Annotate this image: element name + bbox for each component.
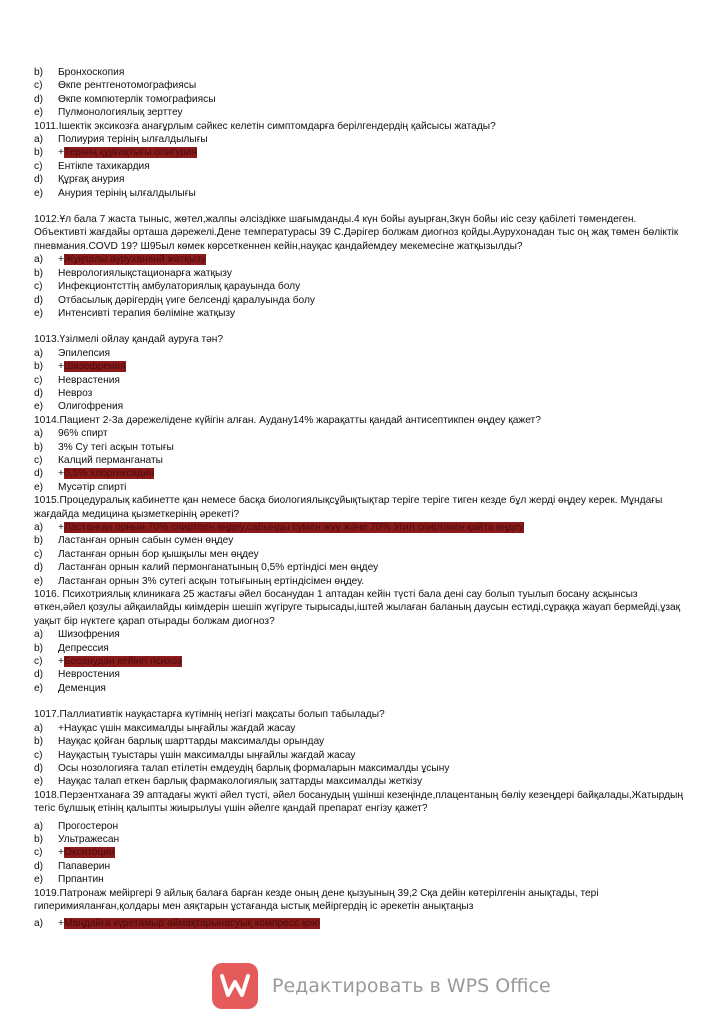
option-plain-text: Прогостерон (58, 820, 119, 832)
answer-option (34, 820, 684, 833)
option-plain-text: Неврастения (58, 374, 120, 386)
answer-option (34, 722, 684, 735)
answer-option (34, 294, 684, 307)
option-text (58, 347, 684, 360)
option-letter: a) (34, 347, 44, 359)
option-text (58, 280, 684, 293)
option-text (58, 775, 684, 788)
answer-option (34, 93, 684, 106)
answer-option (34, 374, 684, 387)
option-letter: b) (34, 147, 44, 159)
highlighted-answer: 0,5% хлоргексидин (63, 468, 155, 480)
highlighted-answer: Ластанған орнын 70% спиртпен өңдеу,сабынды сумен жуу және 70% этил спиртімен қайта өңдеу (63, 522, 525, 533)
option-letter: e) (34, 575, 44, 587)
answer-option (34, 133, 684, 146)
answer-option (34, 749, 684, 762)
wps-w-glyph (220, 973, 250, 999)
option-text (58, 106, 684, 119)
answer-option (34, 280, 684, 293)
option-plain-text: Невростения (58, 669, 120, 681)
answer-option (34, 454, 684, 467)
option-text (58, 360, 684, 373)
highlighted-answer: Маңдайға күретамыр аймақтарынасуық компресс қою (63, 918, 320, 930)
answer-option (34, 860, 684, 873)
answer-option (34, 873, 684, 886)
answer-option (34, 833, 684, 846)
option-text (58, 79, 684, 92)
spacer (34, 320, 684, 333)
answer-option (34, 347, 684, 360)
option-plain-text: Депрессия (58, 642, 109, 654)
option-plain-text: + (58, 468, 64, 480)
answer-option (34, 427, 684, 440)
option-letter: d) (34, 93, 44, 105)
wps-edit-label[interactable]: Редактировать в WPS Office (272, 975, 551, 997)
option-text (58, 820, 684, 833)
option-plain-text: Ентікпе тахикардия (58, 160, 150, 172)
answer-option (34, 548, 684, 561)
option-text (58, 735, 684, 748)
option-plain-text: Интенсивті терапия бөліміне жатқызу (58, 307, 236, 319)
answer-option (34, 735, 684, 748)
option-plain-text: Пулмонологиялық зерттеу (58, 107, 183, 119)
option-text (58, 146, 684, 159)
question-text: 1019.Патронаж мейіргері 9 айлық балаға барған кезде оның дене қызуының 39,2 Сқа дейін көтерілгенін анықтады, тері гиперимияланған,қолдары мен аяқтарын ұстағанда ыстық мейіргердің іс әрекетін анықтаңыз (34, 887, 599, 912)
option-plain-text: Мусәтір спирті (58, 481, 127, 493)
option-text (58, 307, 684, 320)
option-plain-text: Құрғақ анурия (58, 174, 125, 186)
answer-option (34, 668, 684, 681)
option-letter: d) (34, 562, 44, 574)
option-text (58, 481, 684, 494)
document-page (34, 66, 684, 931)
answer-option (34, 467, 684, 480)
answer-option (34, 762, 684, 775)
option-plain-text: + (58, 918, 64, 930)
option-letter: e) (34, 776, 44, 788)
option-letter: e) (34, 107, 44, 119)
answer-option (34, 775, 684, 788)
option-plain-text: Ластанған орнын калий пермонганатының 0,5% ертіндісі мен өңдеу (58, 562, 379, 574)
option-plain-text: Науқас қойған барлық шарттарды максималды орындау (58, 736, 325, 748)
wps-logo-icon[interactable] (212, 963, 258, 1009)
option-text (58, 173, 684, 186)
option-plain-text: Бронхоскопия (58, 67, 125, 78)
option-letter: b) (34, 736, 44, 748)
spacer (34, 695, 684, 708)
option-letter: a) (34, 254, 44, 266)
option-plain-text: Науқастың туыстары үшін максималды ыңғайлы жағдай жасау (58, 749, 356, 761)
option-plain-text: Неврологиялықстационарға жатқызу (58, 267, 232, 279)
option-plain-text: 96% спирт (58, 428, 108, 440)
option-letter: b) (34, 833, 44, 845)
option-text (58, 454, 684, 467)
answer-option (34, 360, 684, 373)
option-plain-text: + (58, 522, 64, 533)
option-plain-text: Науқас талап еткен барлық фармакологиялық заттарды максималды жеткізу (58, 776, 423, 788)
answer-option (34, 561, 684, 574)
option-text (58, 628, 684, 641)
answer-option (34, 628, 684, 641)
option-letter: d) (34, 174, 44, 186)
highlighted-answer: Босанудан кейінгі психоз (63, 656, 182, 668)
answer-option (34, 400, 684, 413)
answer-option (34, 146, 684, 159)
option-plain-text: Ластанған орнын бор қышқылы мен өңдеу (58, 548, 259, 560)
option-text (58, 187, 684, 200)
answer-option (34, 481, 684, 494)
option-text (58, 93, 684, 106)
option-plain-text: + (58, 656, 64, 668)
option-letter: e) (34, 307, 44, 319)
answer-option (34, 575, 684, 588)
option-text (58, 521, 684, 534)
option-text (58, 441, 684, 454)
option-letter: d) (34, 294, 44, 306)
option-text (58, 722, 684, 735)
option-letter: d) (34, 669, 44, 681)
option-letter: e) (34, 401, 44, 413)
option-plain-text: + (58, 254, 64, 266)
answer-option (34, 521, 684, 534)
option-text (58, 534, 684, 547)
option-letter: d) (34, 762, 44, 774)
option-letter: a) (34, 522, 44, 533)
option-text (58, 294, 684, 307)
option-text (58, 575, 684, 588)
answer-option (34, 106, 684, 119)
option-letter: b) (34, 642, 44, 654)
answer-option (34, 79, 684, 92)
option-text (58, 762, 684, 775)
option-letter: e) (34, 187, 44, 199)
option-letter: b) (34, 361, 44, 373)
option-plain-text: Анурия терінің ылғалдылығы (58, 187, 196, 199)
option-letter: c) (34, 374, 43, 386)
option-letter: b) (34, 441, 44, 453)
option-letter: d) (34, 468, 44, 480)
question-text: 1012.Ұл бала 7 жаста тыныс, жөтел,жалпы әлсіздікке шағымданды.4 күн бойы ауырған,3күн бойы иіс сезу қабілеті төмендеген. Объективті жағдайы орташа дәрежелі.Дене температурасы 39 С.Дәрігер болжам диогноз қойды.Аурухонадан тыс оң жақ төмен бөліктік пневмания.COVD 19? Ш95ыл көмек көрсеткеннен кейін,науқас қандайемдеу мекемесіне жатқызылды? (34, 214, 679, 252)
answer-option (34, 682, 684, 695)
option-plain-text: Ластанған орнын сабын сумен өңдеу (58, 535, 234, 547)
answer-option (34, 387, 684, 400)
option-plain-text: Өкпе компютерлік томографиясы (58, 93, 216, 105)
option-letter: b) (34, 267, 44, 279)
option-text (58, 860, 684, 873)
option-letter: c) (34, 454, 43, 466)
answer-option (34, 917, 684, 930)
option-letter: c) (34, 160, 43, 172)
option-text (58, 133, 684, 146)
wps-edit-banner[interactable] (212, 963, 551, 1009)
option-text (58, 668, 684, 681)
option-letter: a) (34, 629, 44, 641)
option-plain-text: + (58, 147, 64, 159)
answer-option (34, 187, 684, 200)
option-plain-text: + (58, 847, 64, 859)
option-text (58, 160, 684, 173)
option-text (58, 253, 684, 266)
option-letter: a) (34, 722, 44, 734)
answer-option (34, 253, 684, 266)
option-letter: a) (34, 918, 44, 930)
option-letter: c) (34, 656, 43, 668)
option-text (58, 267, 684, 280)
question-text: 1016. Психотриялық клиникаға 25 жастағы әйел босанудан 1 аптадан кейін түсті бала дені сау болып туылып босану асқынсыз өткен,әйел қозулы айқаилайды киімдерін шешіп жүгіруге тырысады,іштей жылаған баланың даусын естиді,сұраққа жауап бермейді,ұзақ уақыт бір нүктеге қарап отырады болжам диогноз? (34, 589, 681, 627)
option-text (58, 548, 684, 561)
option-letter: d) (34, 387, 44, 399)
option-plain-text: Өкпе рентгенотомографиясы (58, 80, 197, 92)
option-letter: e) (34, 481, 44, 493)
answer-option (34, 846, 684, 859)
option-plain-text: +Науқас үшін максималды ыңғайлы жағдай жасау (58, 722, 296, 734)
option-letter: c) (34, 548, 43, 560)
option-text (58, 749, 684, 762)
option-text (58, 427, 684, 440)
option-text (58, 655, 684, 668)
answer-option (34, 441, 684, 454)
answer-option (34, 267, 684, 280)
option-plain-text: Олигофрения (58, 401, 124, 413)
option-letter: c) (34, 281, 43, 293)
option-letter: c) (34, 749, 43, 761)
option-text (58, 833, 684, 846)
option-text (58, 682, 684, 695)
highlighted-answer: Шизофрения (63, 361, 126, 373)
option-letter: d) (34, 860, 44, 872)
option-letter: e) (34, 874, 44, 886)
highlighted-answer: Окситоцин (63, 847, 115, 859)
option-plain-text: Инфекционтсттің амбулаториялық қарауында болу (58, 281, 301, 293)
option-plain-text: Прпантин (58, 874, 104, 886)
answer-option (34, 534, 684, 547)
highlighted-answer: Жұқпалы аурухананй жатқызу (63, 254, 206, 266)
answer-option (34, 160, 684, 173)
option-text (58, 846, 684, 859)
option-letter: a) (34, 134, 44, 146)
option-letter: a) (34, 428, 44, 440)
option-plain-text: Отбасылық дәрігердің үиге белсенді қаралуында болу (58, 294, 316, 306)
question-text: 1014.Пациент 2-3а дәрежелідене күйігін алған. Аудану14% жарақатты қандай антисептикпен өңдеу қажет? (34, 414, 541, 426)
option-text (58, 873, 684, 886)
question-text: 1011.Ішектік эксикозға анағұрлым сәйкес келетін симптомдарға берілгендердің қайсысы жатады? (34, 120, 496, 132)
answer-option (34, 173, 684, 186)
option-letter: c) (34, 80, 43, 92)
answer-option (34, 655, 684, 668)
option-plain-text: Полиурия терінің ылғалдылығы (58, 134, 208, 146)
answer-option (34, 307, 684, 320)
option-text (58, 561, 684, 574)
option-letter: a) (34, 820, 44, 832)
option-plain-text: 3% Су тегі асқын тотығы (58, 441, 174, 453)
option-text (58, 400, 684, 413)
option-text (58, 467, 684, 480)
option-plain-text: Деменция (58, 682, 106, 694)
option-letter: b) (34, 67, 44, 78)
option-plain-text: Калций перманганаты (58, 454, 163, 466)
option-letter: e) (34, 682, 44, 694)
option-text (58, 374, 684, 387)
question-text: 1015.Процедуралық кабинетте қан немесе басқа биологиялықсұйықтықтар теріге теріге тиген кезде бұл жерді өңдеу керек. Мұндағы жағдайда медицина қызметкерінің әрекеті? (34, 495, 663, 520)
answer-option (34, 642, 684, 655)
option-text (58, 642, 684, 655)
option-text (58, 387, 684, 400)
option-text (58, 917, 684, 930)
option-plain-text: Папаверин (58, 860, 111, 872)
option-letter: c) (34, 847, 43, 859)
answer-option (34, 66, 684, 79)
question-text: 1017.Паллиативтік науқастарға күтімнің негізгі мақсаты болып табылады? (34, 709, 385, 721)
option-letter: b) (34, 535, 44, 547)
option-plain-text: + (58, 361, 64, 373)
spacer (34, 200, 684, 213)
option-plain-text: Шизофрения (58, 629, 120, 641)
option-text (58, 66, 684, 79)
option-plain-text: Ластанған орнын 3% сутегі асқын тотығының ертіндісімен өңдеу. (58, 575, 365, 587)
option-plain-text: Ультражесан (58, 833, 120, 845)
option-plain-text: Невроз (58, 387, 93, 399)
option-plain-text: Эпилепсия (58, 347, 110, 359)
highlighted-answer: Терінің құрғақтығы олигурия (63, 147, 198, 159)
question-text: 1013.Үзілмелі ойлау қандай ауруға тән? (34, 334, 224, 346)
option-plain-text: Осы нозологияға талап етілетін емдеудің барлық формаларын максималды ұсыну (58, 762, 450, 774)
question-text: 1018.Перзентханаға 39 аптадағы жүкті әйел түсті, әйел босанудың үшінші кезеңінде,плацентаның бөліу кезеңдері байқалады,Жатырдың тегіс бұлшық етінің қалыпты жиырылуы үшін әйелге қандай препарат енгізу қажет? (34, 789, 684, 815)
